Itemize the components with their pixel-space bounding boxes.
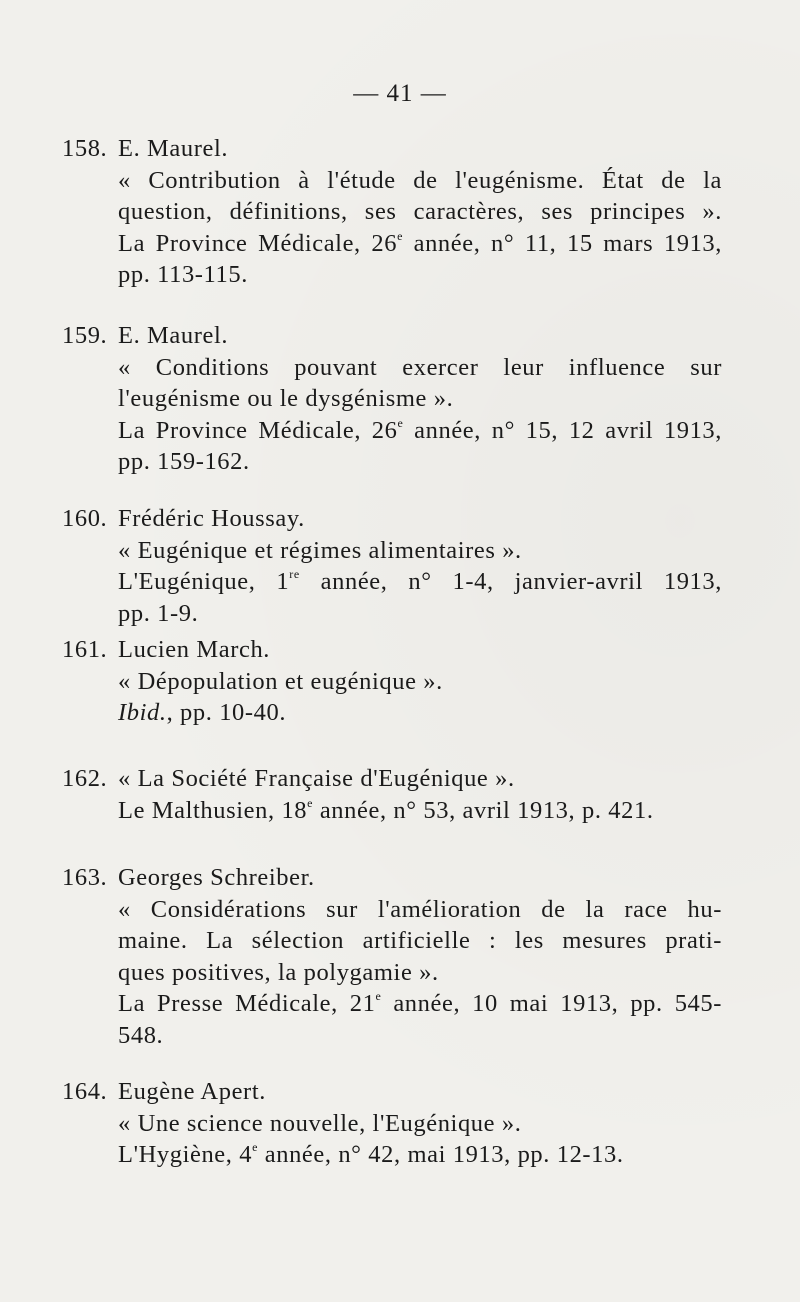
entry-number: 162. — [62, 765, 108, 792]
entry-pages: pp. 159-162. — [118, 448, 250, 475]
ibid-abbrev: Ibid. — [118, 699, 167, 726]
page-number: — 41 — — [353, 80, 447, 107]
entry-title-line: « Une science nouvelle, l'Eugénique ». — [118, 1109, 522, 1137]
entry-title-line: « Eugénique et régimes alimentaires ». — [118, 536, 522, 564]
entry-title-line: « Conditions pouvant exercer leur influence sur — [118, 353, 722, 381]
entry-source: La Presse Médicale, 21e année, 10 mai 1913, pp. 545- — [118, 989, 722, 1017]
bibliography-entry — [62, 763, 722, 826]
entry-source: La Province Médicale, 26e année, n° 11, 15 mars 1913, — [118, 228, 723, 257]
entry-author: Georges Schreiber. — [118, 864, 315, 891]
bibliography-entry — [62, 503, 722, 629]
bibliography-entry — [62, 634, 722, 729]
entry-author: Frédéric Houssay. — [118, 505, 305, 532]
entry-author: Lucien March. — [118, 636, 271, 663]
entry-number: 160. — [62, 505, 108, 532]
entry-pages: 548. — [118, 1021, 164, 1049]
entry-pages: pp. 1-9. — [118, 599, 199, 627]
entry-author: E. Maurel. — [118, 135, 229, 162]
entry-title-line: ques positives, la polygamie ». — [118, 958, 439, 986]
entry-number: 161. — [62, 636, 108, 663]
entry-title-line: « Considérations sur l'amélioration de la race hu- — [118, 895, 722, 923]
entry-number: 163. — [62, 864, 108, 891]
entry-title-line: question, définitions, ses caractères, ses principes ». — [118, 198, 722, 225]
entry-title-line: « Contribution à l'étude de l'eugénisme. État de la — [118, 166, 722, 194]
entry-source: L'Eugénique, 1re année, n° 1-4, janvier-avril 1913, — [118, 567, 722, 595]
entry-source: Le Malthusien, 18e année, n° 53, avril 1913, p. 421. — [118, 795, 654, 824]
bibliography-entry — [62, 1076, 722, 1171]
bibliography-entry — [62, 320, 722, 478]
entry-title-line: « La Société Française d'Eugénique ». — [118, 765, 515, 792]
entry-number: 158. — [62, 135, 108, 162]
entry-author: Eugène Apert. — [118, 1078, 266, 1105]
entry-source: La Province Médicale, 26e année, n° 15, 12 avril 1913, — [118, 415, 723, 444]
entry-title-line: « Dépopulation et eugénique ». — [118, 667, 443, 695]
bibliography-entry — [62, 133, 722, 291]
entry-source: Ibid., pp. 10-40. — [118, 699, 287, 726]
entry-author: E. Maurel. — [118, 322, 229, 349]
entry-pages: pp. 113-115. — [118, 261, 248, 288]
entry-title-line: l'eugénisme ou le dysgénisme ». — [118, 385, 454, 412]
bibliography-entry — [62, 862, 722, 1051]
entry-number: 164. — [62, 1078, 108, 1105]
entry-source: L'Hygiène, 4e année, n° 42, mai 1913, pp. 12-13. — [118, 1140, 624, 1168]
entry-title-line: maine. La sélection artificielle : les mesures prati- — [118, 927, 722, 954]
entry-number: 159. — [62, 322, 108, 349]
